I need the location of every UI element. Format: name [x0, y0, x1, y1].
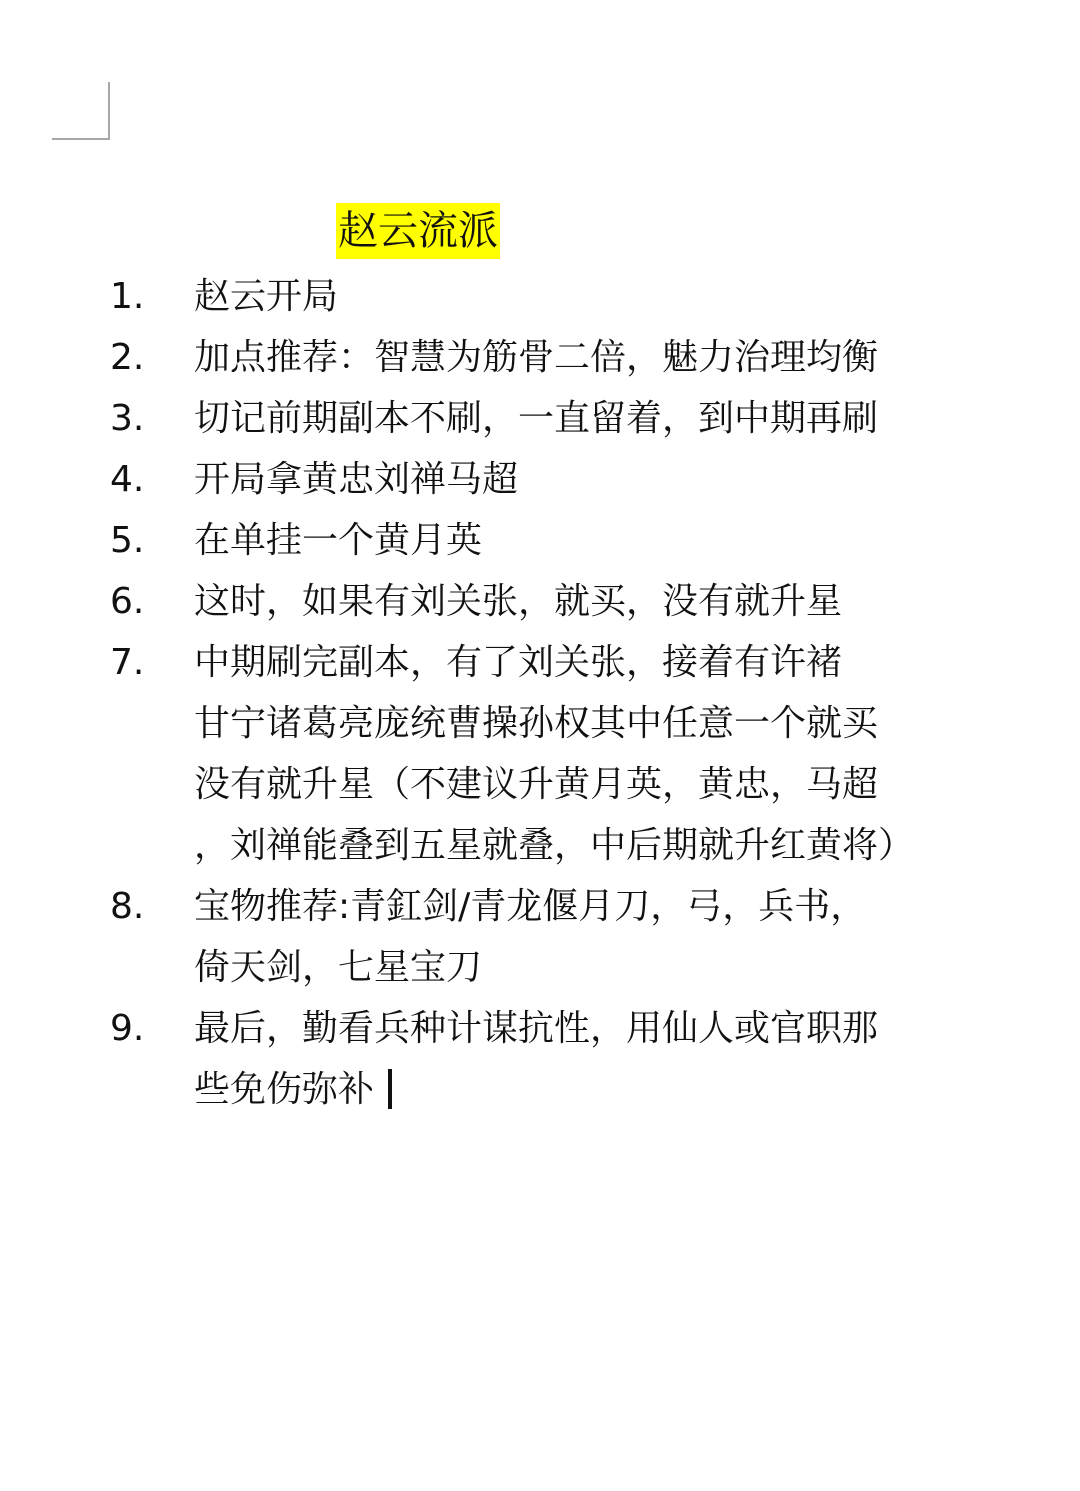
- text-cursor: [388, 1069, 392, 1109]
- list-item-7: [0, 632, 1080, 876]
- numbered-list: [0, 266, 1080, 1120]
- list-item-text: 中期刷完副本，有了刘关张，接着有许褚: [194, 642, 843, 683]
- list-item-last-line[interactable]: [194, 1059, 1080, 1120]
- list-item-3: [0, 388, 1080, 449]
- document-title: 赵云流派: [336, 203, 500, 259]
- list-number: 4.: [110, 459, 145, 500]
- list-item-8: [0, 876, 1080, 998]
- list-number: 9.: [110, 1008, 145, 1049]
- list-item-text: 这时，如果有刘关张，就买，没有就升星: [194, 581, 843, 622]
- list-item-text: ，刘禅能叠到五星就叠，中后期就升红黄将）: [194, 825, 915, 866]
- list-item-9: [0, 998, 1080, 1120]
- page-corner-marker: [52, 82, 110, 140]
- list-number: 8.: [110, 886, 145, 927]
- list-number: 7.: [110, 642, 145, 683]
- list-item-text: 宝物推荐:青釭剑/青龙偃月刀，弓，兵书，: [194, 886, 867, 927]
- list-item-5: [0, 510, 1080, 571]
- list-item-4: [0, 449, 1080, 510]
- list-number: 5.: [110, 520, 145, 561]
- list-number: 3.: [110, 398, 145, 439]
- list-number: 1.: [110, 276, 145, 317]
- list-item-text: 切记前期副本不刷，一直留着，到中期再刷: [194, 398, 879, 439]
- list-item-6: [0, 571, 1080, 632]
- list-item-text: 在单挂一个黄月英: [194, 520, 483, 561]
- list-number: 6.: [110, 581, 145, 622]
- list-item-text: 些免伤弥补: [194, 1069, 375, 1110]
- list-item-text: 甘宁诸葛亮庞统曹操孙权其中任意一个就买: [194, 703, 879, 744]
- list-item-text: 没有就升星（不建议升黄月英，黄忠，马超: [194, 764, 879, 805]
- list-item-text: 加点推荐：智慧为筋骨二倍，魅力治理均衡: [194, 337, 879, 378]
- list-number: 2.: [110, 337, 145, 378]
- list-item-2: [0, 327, 1080, 388]
- list-item-text: 倚天剑，七星宝刀: [194, 947, 483, 988]
- list-item-1: [0, 266, 1080, 327]
- list-item-text: 最后，勤看兵种计谋抗性，用仙人或官职那: [194, 1008, 879, 1049]
- list-item-text: 开局拿黄忠刘禅马超: [194, 459, 519, 500]
- list-item-text: 赵云开局: [194, 276, 339, 317]
